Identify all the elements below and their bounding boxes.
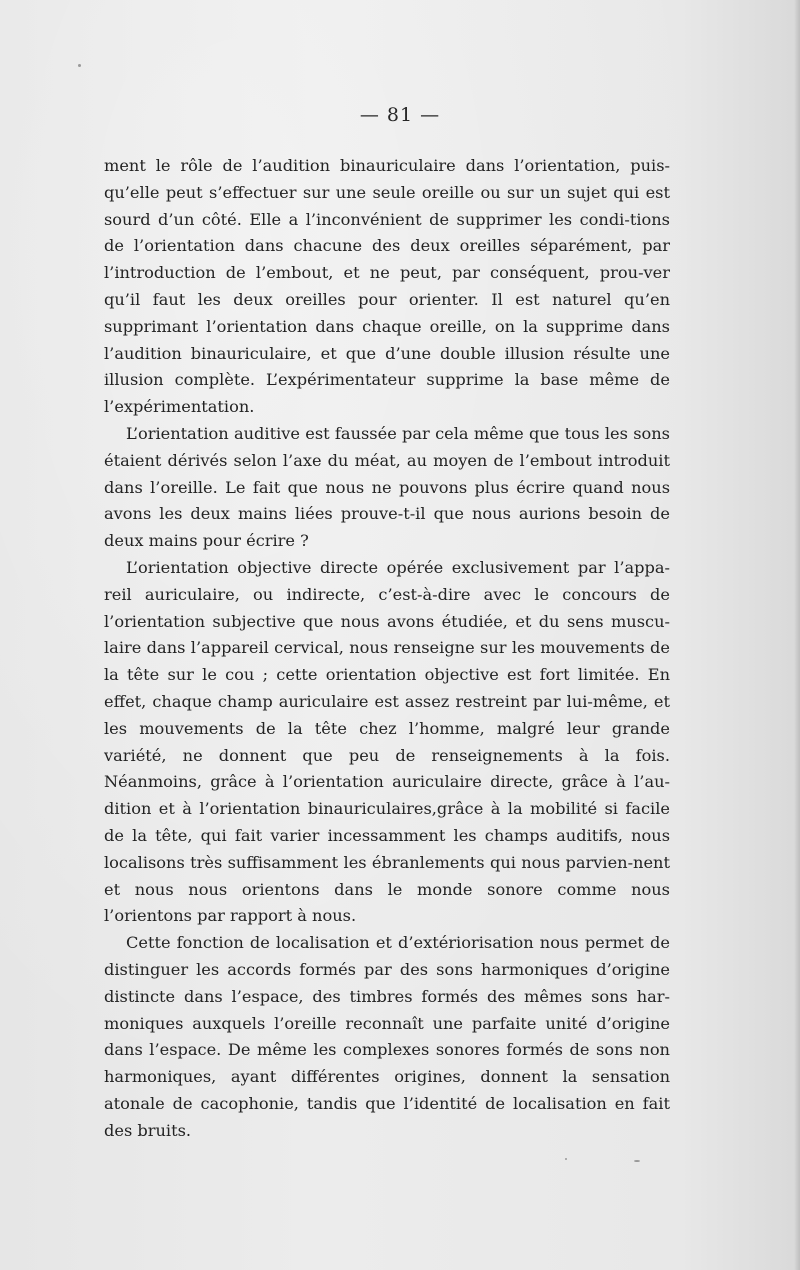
page-edge-shadow <box>794 0 800 1270</box>
paper-speck <box>634 1160 640 1162</box>
paper-speck <box>565 1158 567 1160</box>
paragraph-2: L’orientation auditive est faussée par cela même que tous les sons étaient dérivés selon l’axe du méat, au moyen de l’embout introduit dans l’oreille. Le fait que nous ne pouvons plus écrire quand nous avons les deux mains liées prouve-t-il que nous aurions besoin de deux mains pour écrire ? <box>104 423 670 551</box>
page-number: — 81 — <box>359 104 441 126</box>
paper-speck <box>78 64 81 67</box>
paragraph-1: ment le rôle de l’audition binauriculaire dans l’orientation, puis-qu’elle peut s’effectuer sur une seule oreille ou sur un sujet qui est sourd d’un côté. Elle a l’inconvénient de supprimer les condi-tions de l’orientation dans chacune des deux oreilles séparément, par l’introduction de l’embout, et ne peut, par conséquent, prou-ver qu’il faut les deux oreilles pour orienter. Il est naturel qu’en supprimant l’orientation dans chaque oreille, on la supprime dans l’audition binauriculaire, et que d’une double illusion résulte une illusion complète. L’expérimentateur supprime la base même de l’expérimentation. <box>104 156 670 417</box>
paragraph-3: L’orientation objective directe opérée exclusivement par l’appa-reil auriculaire, ou indirecte, c’est-à-dire avec le concours de l’orientation subjective que nous avons étudiée, et du sens muscu-laire dans l’appareil cervical, nous renseigne sur les mouvements de la tête sur le cou ; cette orientation objective est fort limitée. En effet, chaque champ auriculaire est assez restreint par lui-même, et les mouvements de la tête chez l’homme, malgré leur grande variété, ne donnent que peu de renseignements à la fois. Néanmoins, grâce à l’orientation auriculaire directe, grâce à l’au-dition et à l’orientation binauriculaires,grâce à la mobilité si facile de la tête, qui fait varier incessamment les champs auditifs, nous localisons très suffisamment les ébranlements qui nous parvien-nent et nous nous orientons dans le monde sonore comme nous l’orientons par rapport à nous. <box>104 557 670 926</box>
body-text <box>104 153 670 1144</box>
paragraph-4: Cette fonction de localisation et d’extériorisation nous permet de distinguer les accords formés par des sons harmoniques d’origine distincte dans l’espace, des timbres formés des mêmes sons har-moniques auxquels l’oreille reconnaît une parfaite unité d’origine dans l’espace. De même les complexes sonores formés de sons non harmoniques, ayant différentes origines, donnent la sensation atonale de cacophonie, tandis que l’identité de localisation en fait des bruits. <box>104 933 670 1140</box>
